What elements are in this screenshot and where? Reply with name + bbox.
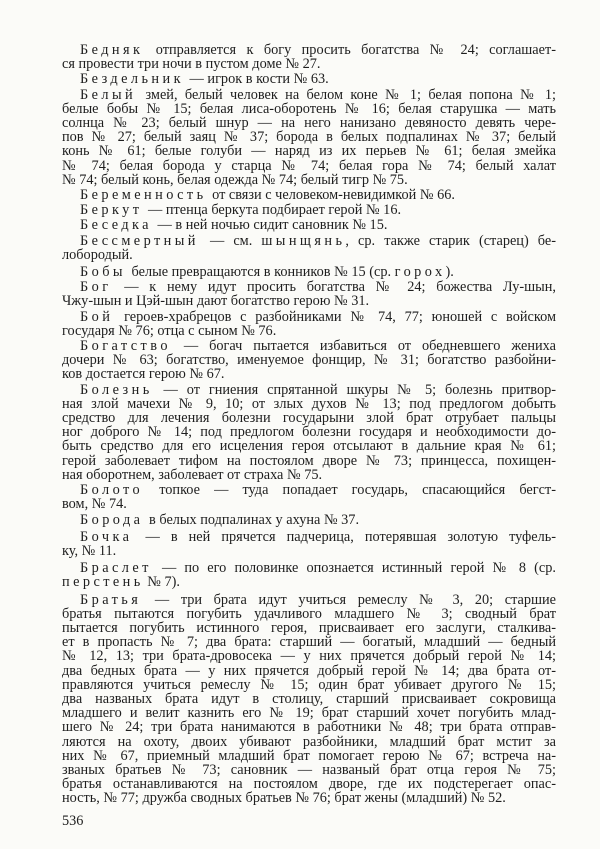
text-line: Беременность от связи с человеком-невидимкой № 66. <box>80 187 455 204</box>
entry-headword: Бессмертный <box>80 232 199 249</box>
text-line: № 74; белый конь, белая одежда № 74; белый тигр № 75. <box>62 171 408 188</box>
text-line: шего № 24; три брата нанимаются в работники № 48; три брата отправ- <box>62 719 556 736</box>
text-line: братья пытаются погубить удачливого младшего № 3; сводный брат <box>62 605 556 622</box>
entry-headword: Браслет <box>80 560 152 577</box>
text-line: два бедных брата — у них прячется добрый герой № 14; два брата от- <box>62 662 556 679</box>
text-line: Бездельник — игрок в кости № 63. <box>80 71 329 88</box>
entry-headword: Бой <box>80 308 114 325</box>
text-line: Браслет — по его половинке опознается истинный герой № 8 (ср. <box>80 560 556 577</box>
text-line: Бой героев-храбрецов с разбойниками № 74, 77; юношей с войском <box>80 308 556 325</box>
entry-headword: Беседка <box>80 217 152 234</box>
page-column <box>62 42 556 829</box>
text-line: Богатство — богач пытается избавиться от обедневшего жениха <box>80 338 556 355</box>
index-entry <box>62 310 556 338</box>
entry-headword: Болото <box>80 482 144 499</box>
cross-reference: горох <box>394 264 446 281</box>
text-line: правляются учиться ремеслу № 15; один брат убивает другого № 15; <box>62 676 556 693</box>
text-line: Бобы белые превращаются в конников № 15 (ср. горох). <box>80 264 454 281</box>
text-line: них № 67, приемный младший брат помогает герою № 67; встреча на- <box>62 747 556 764</box>
index-text <box>62 43 556 806</box>
index-entry <box>62 513 556 527</box>
text-line: Беркут — птенца беркута подбирает герой № 16. <box>80 202 402 219</box>
index-entry <box>62 483 556 511</box>
entry-headword: Болезнь <box>80 381 153 398</box>
page-number: 536 <box>62 812 84 829</box>
text-line: Братья — три брата идут учиться ремеслу № 3, 20; старшие <box>80 591 556 608</box>
text-line: герой заболевает тифом на постоялом дворе № 73; принцесса, похищен- <box>62 452 556 469</box>
text-line: Бог — к нему идут просить богатства № 24; божества Лу-шын, <box>80 279 556 296</box>
index-entry <box>62 203 556 217</box>
text-line: быть средство для его исцеления героя отсылают в дальние края № 61; <box>62 438 556 455</box>
entry-headword: Борода <box>80 511 144 528</box>
text-line: ку, № 11. <box>62 542 117 559</box>
text-line: ет в пропасть № 7; два брата: старший — богатый, младший — бедный <box>62 634 556 651</box>
text-line: званых братьев № 73; сановник — названый брат отца героя № 75; <box>62 761 556 778</box>
text-line: лобородый. <box>62 246 133 263</box>
index-entry <box>62 561 556 589</box>
entry-headword: Богатство <box>80 338 171 355</box>
text-line: белые бобы № 15; белая лиса-оборотень № 16; белая старушка — мать <box>62 100 556 117</box>
entry-headword: Бобы <box>80 264 126 281</box>
entry-headword: Бочка <box>80 528 133 545</box>
index-entry <box>62 265 556 279</box>
text-line: пов № 27; белый заяц № 37; борода в белых подпалинах № 37; белый <box>62 129 556 146</box>
text-line: Борода в белых подпалинах у ахуна № 37. <box>80 511 360 528</box>
text-line: Чжу-шын и Цэй-шын дают богатство герою № 31. <box>62 293 370 310</box>
text-line: Болото топкое — туда попадает государь, спасающийся бегст- <box>80 482 556 499</box>
index-entry <box>62 593 556 806</box>
text-line: дочери № 63; богатство, именуемое фонщир, № 31; богатство разбойни- <box>62 352 556 369</box>
text-line: Белый змей, белый человек на белом коне № 1; белая попона № 1; <box>80 86 556 103</box>
text-line: Бочка — в ней прячется падчерица, потерявшая золотую туфель- <box>80 528 556 545</box>
cross-reference: перстень <box>62 574 144 591</box>
text-line: братья останавливаются на постоялом дворе, где их подстерегает опас- <box>62 776 556 793</box>
text-line: ная злой мачехи № 9, 10; от злых духов № 13; под предлогом добыть <box>62 395 556 412</box>
index-entry <box>62 339 556 382</box>
index-entry <box>62 234 556 262</box>
index-entry <box>62 72 556 86</box>
index-entry <box>62 43 556 71</box>
text-line: вом, № 74. <box>62 496 127 513</box>
index-entry <box>62 383 556 482</box>
text-line: солнца № 23; белый шнур — на него нанизано девяносто девять чере- <box>62 115 556 132</box>
text-line: ков достается герою № 67. <box>62 366 225 383</box>
entry-headword: Братья <box>80 591 142 608</box>
text-line: государя № 76; отца с сыном № 76. <box>62 322 277 339</box>
text-line: ная оборотнем, заболевает от страха № 75. <box>62 466 323 483</box>
text-line: перстень № 7). <box>62 574 180 591</box>
index-entry <box>62 218 556 232</box>
entry-headword: Бог <box>80 279 112 296</box>
entry-headword: Бедняк <box>80 42 144 58</box>
text-line: ног доброго № 14; под предлогом болезни государя и необходимости до- <box>62 424 556 441</box>
index-entry <box>62 280 556 308</box>
text-line: пытается погубить истинного героя, присваивает его заслуги, сталкива- <box>62 619 556 636</box>
text-line: ся провести три ночи в пустом доме № 27. <box>62 56 321 73</box>
entry-headword: Беременность <box>80 187 207 204</box>
text-line: два названых брата идут в столицу, старший присваивает сокровища <box>62 690 556 707</box>
entry-headword: Белый <box>80 86 137 103</box>
cross-reference: шынщянь <box>261 232 346 249</box>
text-line: Беседка — в ней ночью сидит сановник № 15. <box>80 217 388 234</box>
text-line: ляются на охоту, двоих убивают разбойники, младший брат мстит за <box>62 733 556 750</box>
index-entry <box>62 188 556 202</box>
text-line: № 12, 13; три брата-дровосека — у них прячется добрый герой № 14; <box>62 648 556 665</box>
text-line: № 74; белая борода у старца № 74; белая гора № 74; белый халат <box>62 157 556 174</box>
text-line: ность, № 77; дружба сводных братьев № 76; брат жены (младший) № 52. <box>62 790 506 807</box>
text-line: Бедняк отправляется к богу просить богатства № 24; соглашает- <box>80 42 556 58</box>
entry-headword: Бездельник <box>80 71 184 88</box>
text-line: средство для лечения болезни государыни злой брат отрубает пальцы <box>62 410 556 427</box>
text-line: конь № 61; белые голуби — наряд из их перьев № 61; белая змейка <box>62 143 556 160</box>
entry-headword: Беркут <box>80 202 143 219</box>
text-line: Бессмертный — см. шынщянь, ср. также старик (старец) бе- <box>80 232 556 249</box>
text-line: младшего и велит казнить его № 19; брат старший хочет погубить млад- <box>62 705 556 722</box>
text-line: Болезнь — от гниения спрятанной шкуры № 5; болезнь притвор- <box>80 381 556 398</box>
index-entry <box>62 530 556 558</box>
index-entry <box>62 88 556 187</box>
